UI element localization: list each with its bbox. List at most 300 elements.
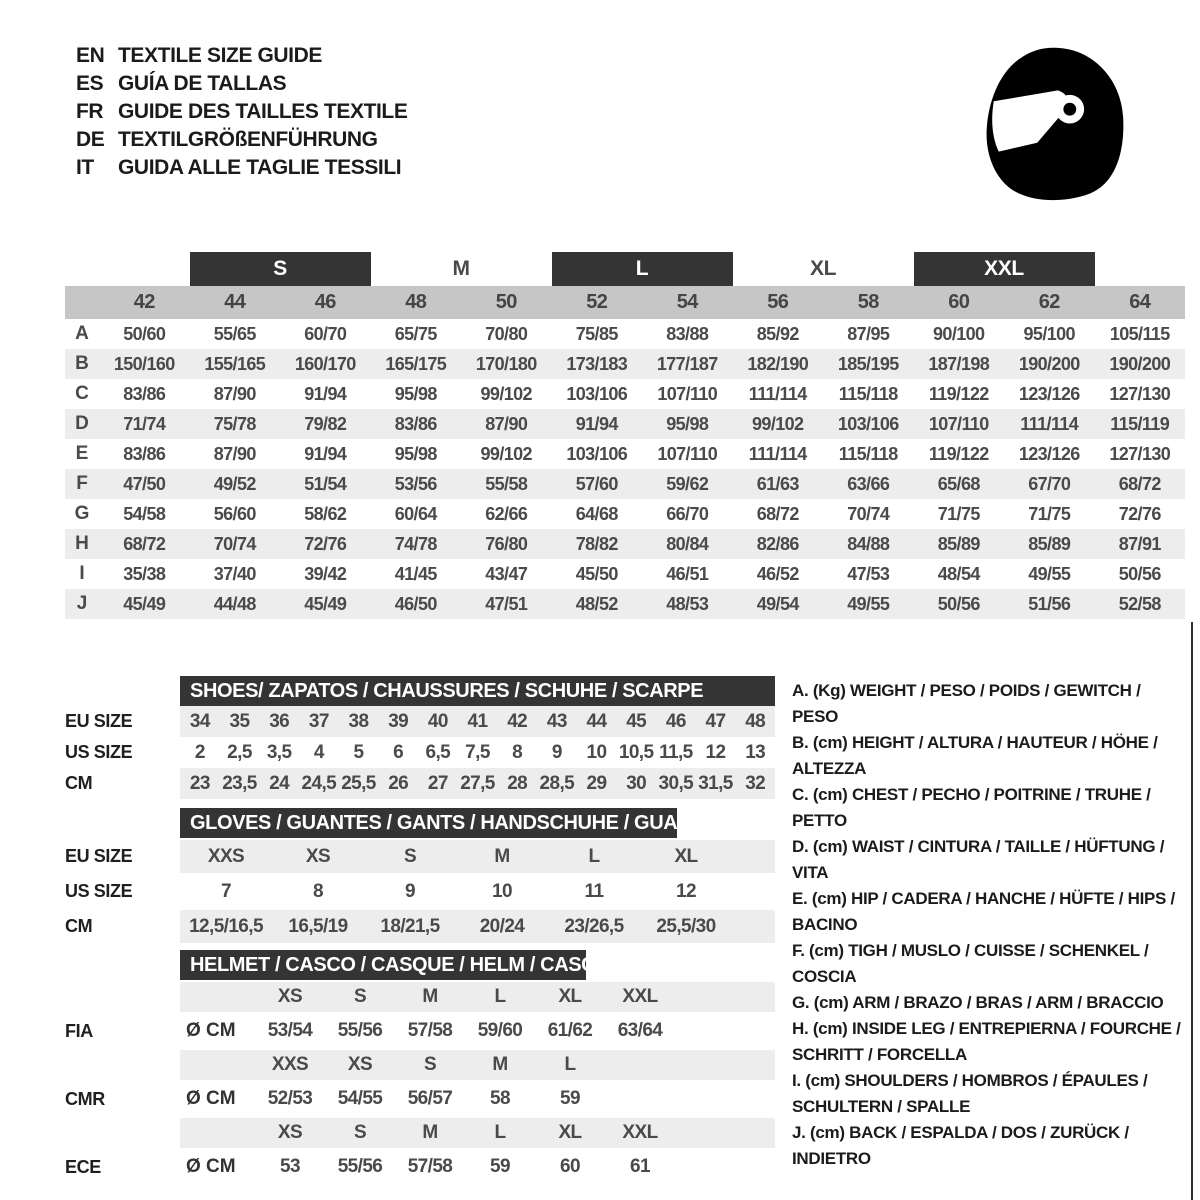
- helmet-row-band: [180, 1014, 775, 1048]
- measurement-cell: 91/94: [304, 383, 347, 404]
- measurement-cell: 170/180: [475, 353, 537, 374]
- measurement-cell: 60/64: [394, 503, 437, 524]
- helmet-value-cell: XS: [277, 1122, 303, 1143]
- measurement-cell: 85/92: [756, 323, 799, 344]
- measurement-cell: 39/42: [304, 563, 347, 584]
- legend-item-f: F. (cm) TIGH / MUSLO / CUISSE / SCHENKEL / COSCIA: [792, 941, 1149, 986]
- helmet-standard-label: ECE: [65, 1156, 101, 1177]
- measurement-cell: 123/126: [1018, 443, 1080, 464]
- measurement-cell: 49/52: [213, 473, 256, 494]
- shoes-value-cell: 5: [353, 741, 364, 763]
- shoes-value-cell: 24,5: [301, 772, 337, 794]
- measurement-cell: 103/106: [566, 383, 628, 404]
- shoes-value-cell: 27,5: [460, 772, 495, 794]
- measurement-legend: [792, 678, 1190, 1172]
- measurement-cell: 46/50: [394, 593, 437, 614]
- measurement-row-j: [65, 589, 1185, 619]
- shoes-value-cell: 42: [507, 710, 528, 732]
- helmet-title-row: [65, 950, 775, 980]
- measurement-cell: 95/98: [666, 413, 709, 434]
- helmet-value-cell: 53: [280, 1156, 300, 1177]
- size-group-s: S: [190, 252, 371, 286]
- helmet-value-cell: M: [422, 986, 438, 1007]
- measurement-cell: 111/114: [748, 443, 807, 464]
- shoes-value-cell: 2,5: [227, 741, 252, 763]
- measurement-cell: 51/54: [304, 473, 347, 494]
- measurement-cell: 60/70: [304, 323, 347, 344]
- shoes-size-section: [65, 676, 775, 799]
- legend-item-d: D. (cm) WAIST / CINTURA / TAILLE / HÜFTUNG / VITA: [792, 837, 1165, 882]
- helmet-standard-row-ece: [65, 1150, 775, 1184]
- language-title: GUÍA DE TALLAS: [118, 72, 287, 95]
- helmet-value-cell: XS: [277, 986, 303, 1007]
- measurement-cell: 71/74: [123, 413, 166, 434]
- shoes-row: [65, 706, 775, 737]
- legend-item-g: G. (cm) ARM / BRAZO / BRAS / ARM / BRACCIO: [792, 993, 1164, 1012]
- measurement-cell: 63/66: [847, 473, 890, 494]
- measurement-cell: 71/75: [937, 503, 980, 524]
- measurement-cell: 58/62: [304, 503, 347, 524]
- size-number-cell: 46: [314, 291, 336, 313]
- shoes-value-cell: 47: [705, 710, 726, 732]
- gloves-row-band: [180, 875, 775, 908]
- measurement-cell: 37/40: [213, 563, 256, 584]
- size-group-xxl: XXL: [914, 252, 1095, 286]
- gloves-value-cell: 11: [584, 880, 604, 902]
- measurement-cell: 182/190: [747, 353, 809, 374]
- measurement-row-label: C: [75, 383, 89, 404]
- gloves-row-band: [180, 910, 775, 943]
- measurement-cell: 95/98: [394, 383, 437, 404]
- shoes-value-cell: 25,5: [341, 772, 376, 794]
- measurement-cell: 107/110: [657, 443, 718, 464]
- measurement-cell: 105/115: [1109, 323, 1170, 344]
- measurement-cell: 49/54: [756, 593, 799, 614]
- measurement-row-label: H: [75, 533, 89, 554]
- measurement-cell: 127/130: [1109, 443, 1171, 464]
- measurement-cell: 47/50: [123, 473, 166, 494]
- gloves-value-cell: XL: [674, 845, 698, 867]
- helmet-value-cell: 56/57: [407, 1088, 453, 1109]
- helmet-row-band: [180, 982, 775, 1012]
- size-number-cell: 60: [948, 291, 970, 313]
- shoes-value-cell: 10,5: [618, 741, 654, 763]
- legend-item-j: J. (cm) BACK / ESPALDA / DOS / ZURÜCK / INDIETRO: [792, 1123, 1129, 1168]
- language-code: DE: [76, 128, 105, 151]
- gloves-value-cell: S: [403, 845, 417, 867]
- measurement-cell: 65/75: [394, 323, 437, 344]
- shoes-value-cell: 6: [393, 741, 404, 763]
- shoes-row: [65, 768, 775, 799]
- shoes-value-cell: 2: [194, 741, 205, 763]
- measurement-cell: 75/78: [213, 413, 256, 434]
- measurement-cell: 103/106: [837, 413, 899, 434]
- measurement-row-g: [65, 499, 1185, 529]
- language-row: [76, 154, 407, 182]
- shoes-row-label: EU SIZE: [65, 711, 133, 731]
- gloves-value-cell: 18/21,5: [380, 915, 440, 937]
- language-code: ES: [76, 72, 104, 95]
- measurement-cell: 99/102: [480, 443, 532, 464]
- shoes-value-cell: 3,5: [266, 741, 292, 763]
- legend-item-h: H. (cm) INSIDE LEG / ENTREPIERNA / FOURCHE / SCHRITT / FORCELLA: [792, 1019, 1181, 1064]
- measurement-cell: 83/86: [123, 383, 166, 404]
- helmet-value-cell: 61: [630, 1156, 650, 1177]
- measurement-cell: 87/90: [485, 413, 528, 434]
- measurement-cell: 99/102: [480, 383, 532, 404]
- measurement-cell: 115/118: [838, 443, 898, 464]
- measurement-cell: 48/54: [937, 563, 980, 584]
- helmet-row-band: [180, 1150, 775, 1184]
- gloves-section-title: GLOVES / GUANTES / GANTS / HANDSCHUHE / GUANTI: [180, 808, 677, 838]
- language-code: EN: [76, 44, 105, 67]
- measurement-cell: 54/58: [123, 503, 166, 524]
- measurement-cell: 48/52: [575, 593, 618, 614]
- size-number-cell: 54: [676, 291, 698, 313]
- helmet-standard-label: [65, 982, 180, 1012]
- gloves-size-section: [65, 808, 775, 943]
- measurement-cell: 67/70: [1028, 473, 1071, 494]
- helmet-value-cell: S: [353, 1122, 367, 1143]
- measurement-cell: 70/74: [213, 533, 256, 554]
- gloves-value-cell: 23/26,5: [564, 915, 624, 937]
- measurement-cell: 79/82: [304, 413, 347, 434]
- helmet-row-band: [180, 1082, 775, 1116]
- measurement-cell: 87/90: [213, 443, 256, 464]
- measurement-cell: 78/82: [575, 533, 618, 554]
- measurement-cell: 35/38: [123, 563, 166, 584]
- shoes-value-cell: 13: [745, 741, 766, 763]
- measurement-cell: 47/53: [847, 563, 890, 584]
- shoes-value-cell: 30,5: [658, 772, 694, 794]
- measurement-cell: 155/165: [204, 353, 266, 374]
- gloves-value-cell: XS: [305, 845, 331, 867]
- language-row: [76, 98, 407, 126]
- measurement-cell: 190/200: [1018, 353, 1080, 374]
- measurement-cell: 72/76: [1118, 503, 1161, 524]
- helmet-section-title: HELMET / CASCO / CASQUE / HELM / CASCO: [180, 950, 586, 980]
- gloves-title-row: [65, 808, 775, 838]
- measurement-cell: 91/94: [304, 443, 347, 464]
- gloves-value-cell: 12: [676, 880, 696, 902]
- language-code: IT: [76, 156, 94, 179]
- shoes-value-cell: 11,5: [659, 741, 693, 763]
- measurement-cell: 87/90: [213, 383, 256, 404]
- measurement-row-label: I: [79, 563, 85, 584]
- measurement-cell: 43/47: [485, 563, 528, 584]
- gloves-value-cell: L: [588, 845, 600, 867]
- measurement-cell: 91/94: [575, 413, 618, 434]
- helmet-value-cell: 55/56: [337, 1156, 383, 1177]
- helmet-standard-row-fia: [65, 1014, 775, 1048]
- measurement-cell: 62/66: [485, 503, 528, 524]
- size-group-m: M: [452, 257, 470, 280]
- measurement-cell: 123/126: [1018, 383, 1080, 404]
- size-group-l: L: [552, 252, 733, 286]
- helmet-value-cell: L: [494, 1122, 506, 1143]
- helmet-value-cell: 59: [560, 1088, 580, 1109]
- measurement-cell: 72/76: [304, 533, 347, 554]
- size-group-header-row: [65, 252, 1185, 286]
- shoes-value-cell: 24: [269, 772, 290, 794]
- size-number-cell: 48: [405, 291, 427, 313]
- measurement-cell: 68/72: [1118, 473, 1161, 494]
- gloves-row: [65, 840, 775, 873]
- shoes-value-cell: 23: [189, 772, 210, 794]
- shoes-value-cell: 8: [512, 741, 523, 763]
- legend-item-b: B. (cm) HEIGHT / ALTURA / HAUTEUR / HÖHE / ALTEZZA: [792, 733, 1158, 778]
- legend-item-e: E. (cm) HIP / CADERA / HANCHE / HÜFTE / HIPS / BACINO: [792, 889, 1175, 934]
- language-title: GUIDE DES TAILLES TEXTILE: [118, 100, 408, 123]
- helmet-value-cell: 61/62: [547, 1020, 593, 1041]
- measurement-cell: 150/160: [113, 353, 175, 374]
- measurement-cell: 111/114: [748, 383, 807, 404]
- size-number-cell: 52: [586, 291, 608, 313]
- size-group-xl: XL: [809, 257, 837, 280]
- helmet-size-label-row: [65, 1050, 775, 1080]
- measurement-cell: 103/106: [566, 443, 628, 464]
- measurement-cell: 70/74: [847, 503, 890, 524]
- measurement-row-f: [65, 469, 1185, 499]
- shoes-value-cell: 12: [705, 741, 726, 763]
- gloves-row: [65, 875, 775, 908]
- measurement-cell: 85/89: [1028, 533, 1071, 554]
- legend-item-c: C. (cm) CHEST / PECHO / POITRINE / TRUHE / PETTO: [792, 785, 1151, 830]
- shoes-value-cell: 45: [626, 710, 647, 732]
- measurement-cell: 48/53: [666, 593, 709, 614]
- measurement-cell: 119/122: [928, 383, 989, 404]
- measurement-row-label: F: [76, 473, 88, 494]
- measurement-cell: 49/55: [847, 593, 890, 614]
- spacer: [65, 676, 180, 706]
- measurement-cell: 95/98: [394, 443, 437, 464]
- helmet-row-band: [180, 1118, 775, 1148]
- measurement-cell: 165/175: [385, 353, 447, 374]
- shoes-value-cell: 31,5: [698, 772, 733, 794]
- measurement-row-a: [65, 319, 1185, 349]
- spacer: [65, 808, 180, 838]
- helmet-value-cell: L: [494, 986, 506, 1007]
- measurement-cell: 70/80: [485, 323, 528, 344]
- language-row: [76, 42, 407, 70]
- measurement-cell: 107/110: [928, 413, 989, 434]
- shoes-value-cell: 44: [586, 710, 607, 732]
- helmet-standard-label: FIA: [65, 1020, 93, 1041]
- measurement-cell: 46/52: [756, 563, 799, 584]
- measurement-cell: 59/62: [666, 473, 709, 494]
- gloves-row-label: US SIZE: [65, 881, 133, 901]
- gloves-value-cell: 7: [221, 880, 231, 902]
- spacer: [65, 950, 180, 980]
- helmet-value-cell: 59/60: [477, 1020, 523, 1041]
- helmet-value-cell: 59: [490, 1156, 510, 1177]
- gloves-value-cell: 9: [405, 880, 415, 902]
- measurement-cell: 56/60: [213, 503, 256, 524]
- shoes-row-label: US SIZE: [65, 742, 133, 762]
- measurement-cell: 44/48: [213, 593, 256, 614]
- helmet-standard-label: CMR: [65, 1088, 105, 1109]
- page-edge-line: [1191, 622, 1193, 1200]
- measurement-row-label: D: [75, 413, 89, 434]
- gloves-row-band: [180, 840, 775, 873]
- measurement-cell: 82/86: [756, 533, 799, 554]
- measurement-cell: 66/70: [666, 503, 709, 524]
- measurement-cell: 80/84: [666, 533, 709, 554]
- helmet-size-label-row: [65, 1118, 775, 1148]
- helmet-value-cell: 57/58: [407, 1020, 453, 1041]
- gloves-value-cell: 20/24: [479, 915, 525, 937]
- measurement-row-c: [65, 379, 1185, 409]
- shoes-value-cell: 6,5: [425, 741, 451, 763]
- size-number-cell: 56: [767, 291, 789, 313]
- measurement-row-label: A: [75, 323, 89, 344]
- gloves-row-label: CM: [65, 916, 93, 936]
- helmet-value-cell: L: [564, 1054, 576, 1075]
- language-title: TEXTILGRÖßENFÜHRUNG: [118, 128, 378, 151]
- helmet-value-cell: 54/55: [337, 1088, 383, 1109]
- gloves-value-cell: 25,5/30: [656, 915, 716, 937]
- helmet-value-cell: XL: [558, 1122, 582, 1143]
- size-number-cell: 64: [1129, 291, 1151, 313]
- measurement-cell: 50/56: [937, 593, 980, 614]
- shoes-row-band: [180, 737, 775, 768]
- helmet-value-cell: 58: [490, 1088, 510, 1109]
- size-number-cell: 58: [857, 291, 879, 313]
- measurement-cell: 173/183: [566, 353, 628, 374]
- shoes-value-cell: 38: [348, 710, 369, 732]
- measurement-cell: 83/86: [123, 443, 166, 464]
- shoes-value-cell: 28,5: [539, 772, 575, 794]
- measurement-cell: 47/51: [485, 593, 528, 614]
- measurement-cell: 83/86: [394, 413, 437, 434]
- measurement-cell: 65/68: [937, 473, 980, 494]
- gloves-value-cell: M: [494, 845, 510, 867]
- legend-item-i: I. (cm) SHOULDERS / HOMBROS / ÉPAULES / SCHULTERN / SPALLE: [792, 1071, 1148, 1116]
- measurement-cell: 75/85: [575, 323, 618, 344]
- measurement-row-e: [65, 439, 1185, 469]
- shoes-value-cell: 48: [745, 710, 766, 732]
- helmet-size-label-row: [65, 982, 775, 1012]
- shoes-value-cell: 46: [665, 710, 686, 732]
- shoes-value-cell: 35: [229, 710, 250, 732]
- measurement-cell: 107/110: [657, 383, 718, 404]
- measurement-cell: 55/58: [485, 473, 528, 494]
- shoes-value-cell: 43: [546, 710, 567, 732]
- language-row: [76, 126, 407, 154]
- measurement-row-label: B: [75, 353, 89, 374]
- shoes-value-cell: 10: [586, 741, 607, 763]
- gloves-value-cell: 12,5/16,5: [189, 915, 263, 937]
- measurement-row-label: E: [75, 443, 89, 464]
- language-title-list: [76, 42, 407, 182]
- helmet-size-section: [65, 950, 775, 1184]
- gloves-row: [65, 910, 775, 943]
- shoes-row-label: CM: [65, 773, 93, 793]
- measurement-row-d: [65, 409, 1185, 439]
- measurement-cell: 55/65: [213, 323, 256, 344]
- helmet-value-cell: 63/64: [617, 1020, 663, 1041]
- measurement-cell: 87/95: [847, 323, 890, 344]
- measurement-cell: 68/72: [123, 533, 166, 554]
- language-code: FR: [76, 100, 104, 123]
- measurement-cell: 115/119: [1110, 413, 1170, 434]
- gloves-value-cell: XXS: [207, 845, 245, 867]
- shoes-value-cell: 9: [551, 741, 562, 763]
- measurement-cell: 160/170: [294, 353, 356, 374]
- shoes-section-title: SHOES/ ZAPATOS / CHAUSSURES / SCHUHE / SCARPE: [180, 676, 775, 706]
- measurement-cell: 95/100: [1023, 323, 1075, 344]
- measurement-cell: 90/100: [933, 323, 985, 344]
- shoes-value-cell: 41: [467, 710, 488, 732]
- size-number-cell: 62: [1038, 291, 1060, 313]
- measurement-cell: 190/200: [1109, 353, 1171, 374]
- helmet-value-cell: XL: [558, 986, 582, 1007]
- racing-helmet-icon: [975, 38, 1133, 210]
- size-number-row: [65, 286, 1185, 319]
- measurement-cell: 51/56: [1028, 593, 1071, 614]
- measurement-cell: 185/195: [837, 353, 899, 374]
- helmet-value-cell: XXL: [622, 1122, 658, 1143]
- language-title: GUIDA ALLE TAGLIE TESSILI: [118, 156, 402, 179]
- measurement-cell: 177/187: [656, 353, 718, 374]
- size-number-cell: 44: [224, 291, 246, 313]
- shoes-title-row: [65, 676, 775, 706]
- measurement-cell: 187/198: [928, 353, 990, 374]
- shoes-value-cell: 40: [427, 710, 448, 732]
- gloves-value-cell: 16,5/19: [288, 915, 348, 937]
- language-row: [76, 70, 407, 98]
- measurement-cell: 115/118: [838, 383, 898, 404]
- diameter-unit-label: Ø CM: [186, 1088, 236, 1109]
- shoes-value-cell: 27: [427, 772, 448, 794]
- measurement-cell: 45/50: [575, 563, 618, 584]
- diameter-unit-label: Ø CM: [186, 1020, 236, 1041]
- measurement-cell: 46/51: [666, 563, 709, 584]
- measurement-cell: 53/56: [394, 473, 437, 494]
- measurement-cell: 84/88: [847, 533, 890, 554]
- shoes-value-cell: 34: [189, 710, 210, 732]
- measurement-row-h: [65, 529, 1185, 559]
- helmet-value-cell: 52/53: [267, 1088, 313, 1109]
- measurement-cell: 68/72: [756, 503, 799, 524]
- shoes-row: [65, 737, 775, 768]
- helmet-row-band: [180, 1050, 775, 1080]
- measurement-cell: 119/122: [928, 443, 989, 464]
- shoes-row-band: [180, 768, 775, 799]
- shoes-value-cell: 37: [308, 710, 329, 732]
- measurement-row-b: [65, 349, 1185, 379]
- measurement-cell: 83/88: [666, 323, 709, 344]
- size-number-cell: 50: [495, 291, 517, 313]
- helmet-value-cell: S: [353, 986, 367, 1007]
- legend-item-a: A. (Kg) WEIGHT / PESO / POIDS / GEWITCH / PESO: [792, 681, 1141, 726]
- helmet-value-cell: 53/54: [267, 1020, 313, 1041]
- shoes-value-cell: 26: [388, 772, 409, 794]
- measurement-row-label: G: [74, 503, 90, 524]
- gloves-value-cell: 8: [313, 880, 323, 902]
- helmet-value-cell: XXS: [271, 1054, 309, 1075]
- language-title: TEXTILE SIZE GUIDE: [118, 44, 322, 67]
- measurement-cell: 111/114: [1020, 413, 1079, 434]
- measurement-cell: 61/63: [756, 473, 799, 494]
- measurement-row-i: [65, 559, 1185, 589]
- shoes-value-cell: 30: [626, 772, 647, 794]
- shoes-value-cell: 7,5: [465, 741, 490, 763]
- shoes-value-cell: 23,5: [222, 772, 257, 794]
- measurement-cell: 87/91: [1118, 533, 1161, 554]
- shoes-row-band: [180, 706, 775, 737]
- helmet-value-cell: 55/56: [337, 1020, 383, 1041]
